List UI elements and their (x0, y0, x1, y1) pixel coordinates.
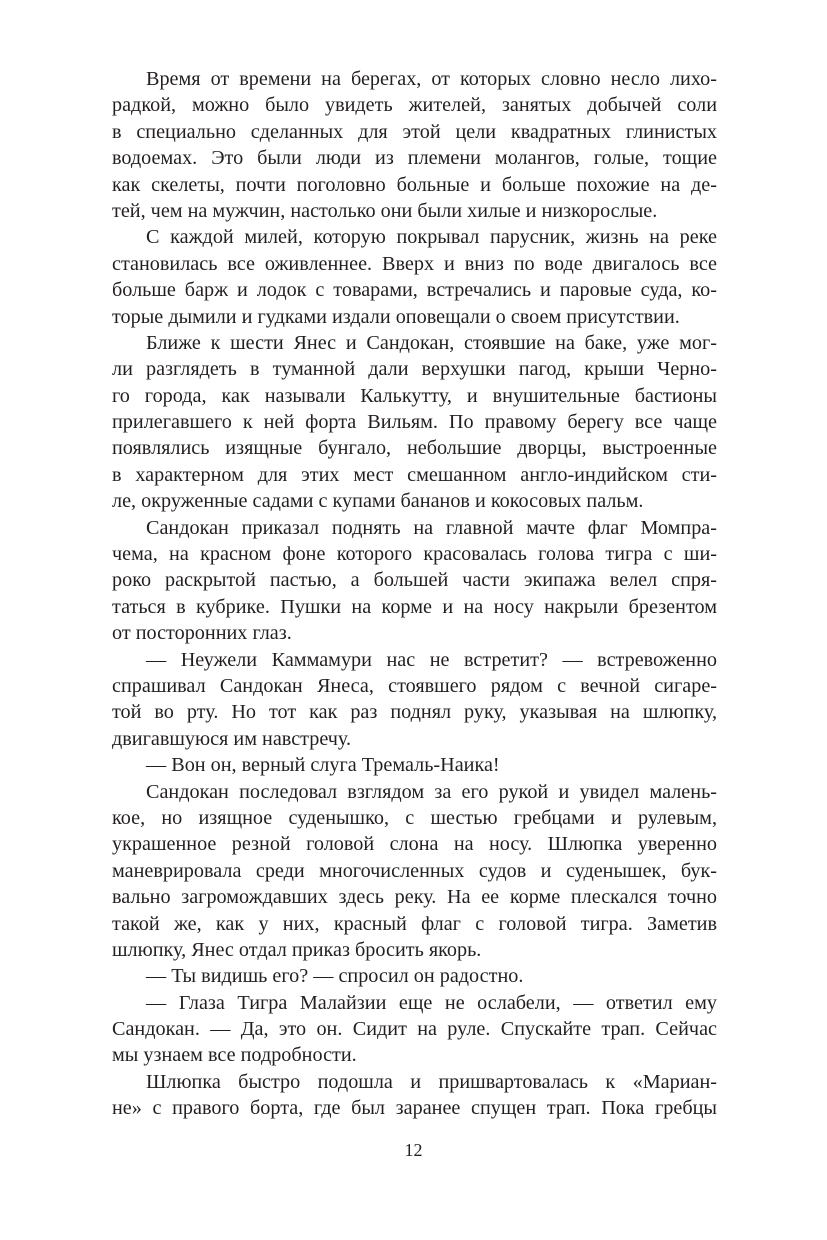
page-body-text (112, 66, 717, 1122)
text-line: спрашивал Сандокан Янеса, стоявшего рядом с вечной сигаре- (112, 674, 717, 697)
text-line: Сандокан. — Да, это он. Сидит на руле. Спускайте трап. Сейчас (112, 1018, 717, 1041)
text-line: Сандокан приказал поднять на главной мачте флаг Момпра- (146, 516, 717, 539)
text-line: в специально сделанных для этой цели квадратных глинистых (112, 120, 717, 143)
page-number: 12 (404, 1140, 423, 1160)
text-line: маневрировала среди многочисленных судов и суденышек, бук- (112, 859, 717, 882)
paragraph (112, 66, 717, 224)
text-line: — Вон он, верный слуга Тремаль-Наика! (146, 754, 500, 777)
text-line: роко раскрытой пастью, а большей части экипажа велел спря- (112, 569, 717, 592)
text-line: тей, чем на мужчин, настолько они были хилые и низкорослые. (112, 199, 658, 222)
text-line: Сандокан последовал взглядом за его рукой и увидел малень- (146, 780, 717, 803)
paragraph (112, 990, 717, 1069)
text-line: радкой, можно было увидеть жителей, занятых добычей соли (112, 94, 717, 117)
text-line: ле, окруженные садами с купами бананов и кокосовых пальм. (112, 490, 644, 513)
text-line: вально загромождавших здесь реку. На ее корме плескался точно (112, 886, 717, 909)
text-line: больше барж и лодок с товарами, встречались и паровые суда, ко- (112, 279, 717, 302)
text-line: такой же, как у них, красный флаг с головой тигра. Заметив (112, 912, 717, 935)
text-line: шлюпку, Янес отдал приказ бросить якорь. (112, 938, 482, 961)
text-line: прилегавшего к ней форта Вильям. По правому берегу все чаще (112, 411, 717, 434)
paragraph (112, 224, 717, 330)
text-line: го города, как называли Калькутту, и внушительные бастионы (112, 384, 717, 407)
paragraph (112, 963, 717, 989)
text-line: мы узнаем все подробности. (112, 1044, 357, 1067)
text-line: появлялись изящные бунгало, небольшие дворцы, выстроенные (112, 437, 717, 460)
paragraph (112, 330, 717, 515)
text-line: — Неужели Каммамури нас не встретит? — встревоженно (146, 648, 717, 671)
text-line: таться в кубрике. Пушки на корме и на носу накрыли брезентом (112, 595, 717, 618)
text-line: как скелеты, почти поголовно больные и больше похожие на де- (112, 173, 717, 196)
text-line: той во рту. Но тот как раз поднял руку, указывая на шлюпку, (112, 701, 717, 724)
paragraph (112, 752, 717, 778)
text-line: торые дымили и гудками издали оповещали о своем присутствии. (112, 305, 680, 328)
text-line: двигавшуюся им навстречу. (112, 727, 352, 750)
text-line: от посторонних глаз. (112, 622, 292, 645)
text-line: кое, но изящное суденышко, с шестью гребцами и рулевым, (112, 806, 717, 829)
text-line: чема, на красном фоне которого красовалась голова тигра с ши- (112, 543, 717, 566)
text-line: водоемах. Это были люди из племени молангов, голые, тощие (112, 147, 717, 170)
paragraph (112, 515, 717, 647)
text-line: становилась все оживленнее. Вверх и вниз по воде двигалось все (112, 252, 717, 275)
text-line: ли разглядеть в туманной дали верхушки пагод, крыши Черно- (112, 358, 717, 381)
text-line: украшенное резной головой слона на носу. Шлюпка уверенно (112, 833, 717, 856)
text-line: — Ты видишь его? — спросил он радостно. (146, 965, 524, 988)
text-line: — Глаза Тигра Малайзии еще не ослабели, — ответил ему (146, 991, 717, 1014)
text-line: не» с правого борта, где был заранее спущен трап. Пока гребцы (112, 1097, 717, 1120)
text-line: Ближе к шести Янес и Сандокан, стоявшие на баке, уже мог- (146, 331, 717, 354)
text-line: в характерном для этих мест смешанном англо-индийском сти- (112, 463, 717, 486)
paragraph (112, 779, 717, 964)
text-line: С каждой милей, которую покрывал парусник, жизнь на реке (146, 226, 717, 249)
text-line: Шлюпка быстро подошла и пришвартовалась к «Мариан- (146, 1070, 717, 1093)
text-line: Время от времени на берегах, от которых словно несло лихо- (146, 68, 717, 90)
paragraph (112, 647, 717, 753)
paragraph (112, 1069, 717, 1122)
